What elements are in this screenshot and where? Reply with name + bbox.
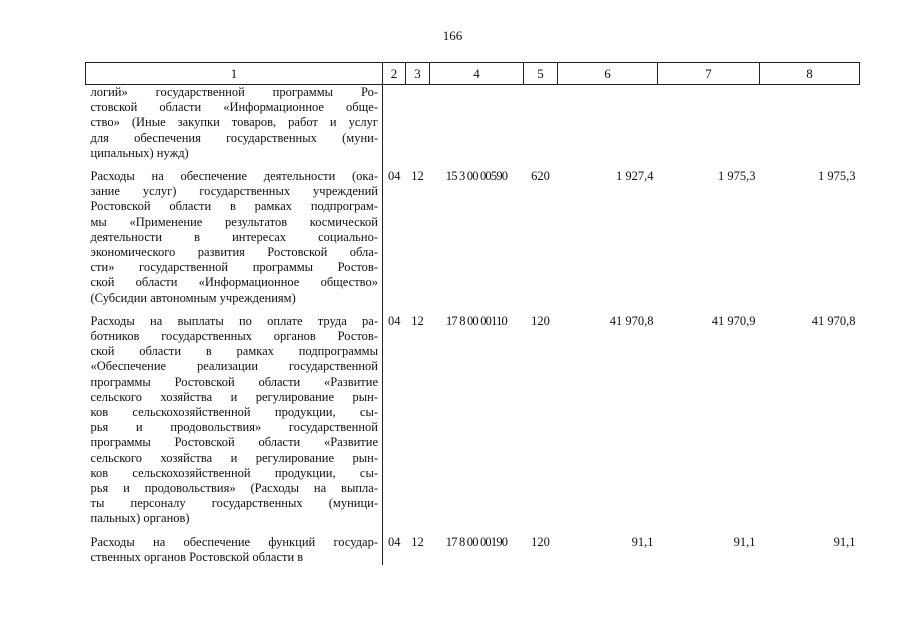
amount-year-2 — [658, 85, 760, 162]
description-line: ков сельскохозяйственной продукции, сы- — [90, 405, 378, 420]
budget-table — [85, 62, 860, 565]
amount-year-1: 41 970,8 — [609, 313, 654, 328]
expense-type-code: 120 — [531, 313, 550, 328]
target-article-code: 17 8 00 00190 — [445, 534, 508, 549]
subsection-code — [406, 85, 430, 162]
description-line: сти» государственной программы Ростов- — [90, 260, 378, 275]
table-body — [86, 85, 860, 566]
amount-year-2: 1 975,3 — [718, 169, 756, 184]
description-line: пальных) органов) — [90, 511, 190, 526]
description-line: Ростовской области в рамках подпрограм- — [90, 199, 378, 214]
page-number: 166 — [442, 28, 463, 43]
description-line: ской области в рамках подпрограммы — [90, 344, 378, 359]
description-line: «Обеспечение реализации государственной — [90, 359, 378, 374]
description-line: (Субсидии автономным учреждениям) — [90, 290, 296, 305]
table-row — [86, 169, 860, 306]
description-line: сельского хозяйства и регулирование рын- — [90, 450, 378, 465]
amount-year-1 — [558, 85, 658, 162]
amount-year-2: 91,1 — [733, 534, 756, 549]
description-line: рья и продовольствия» (Расходы на выпла- — [90, 481, 378, 496]
description-line: мы «Применение результатов космической — [90, 214, 378, 229]
column-header: 3 — [406, 63, 430, 85]
description-line: деятельности в интересах социально- — [90, 229, 378, 244]
description-line: для обеспечения государственных (муни- — [90, 130, 378, 145]
expense-type-code: 620 — [531, 169, 550, 184]
amount-year-3 — [760, 85, 860, 162]
description-line: ственных органов Ростовской области в — [90, 549, 304, 564]
column-header: 8 — [760, 63, 860, 85]
subsection-code: 12 — [411, 534, 424, 549]
column-header: 5 — [524, 63, 558, 85]
expense-description — [86, 169, 383, 306]
amount-year-2: 41 970,9 — [711, 313, 756, 328]
description-line: рья и продовольствия» государственной — [90, 420, 378, 435]
description-line: ципальных) нужд) — [90, 145, 189, 160]
column-header: 4 — [430, 63, 524, 85]
subsection-code: 12 — [411, 169, 424, 184]
column-header: 7 — [658, 63, 760, 85]
description-line: ботников государственных органов Ростов- — [90, 329, 378, 344]
expense-type-code: 120 — [531, 534, 550, 549]
description-line: зание услуг) государственных учреждений — [90, 184, 378, 199]
target-article-code — [430, 85, 524, 162]
column-header: 6 — [558, 63, 658, 85]
row-spacer — [86, 527, 860, 535]
amount-year-1: 1 927,4 — [616, 169, 654, 184]
description-line: Расходы на обеспечение функций государ- — [90, 534, 378, 549]
description-line: программы Ростовской области «Развитие — [90, 374, 378, 389]
amount-year-3: 41 970,8 — [811, 313, 856, 328]
row-spacer — [86, 306, 860, 314]
description-line: ство» (Иные закупки товаров, работ и услуг — [90, 115, 378, 130]
section-code: 04 — [388, 534, 401, 549]
table-row — [86, 85, 860, 162]
table-row — [86, 535, 860, 565]
description-line: ской области «Информационное общество» — [90, 275, 378, 290]
column-header: 2 — [383, 63, 406, 85]
row-spacer — [86, 161, 860, 169]
description-line: сельского хозяйства и регулирование рын- — [90, 389, 378, 404]
subsection-code: 12 — [411, 313, 424, 328]
section-code: 04 — [388, 169, 401, 184]
table-header-row — [86, 63, 860, 85]
description-line: ты персоналу государственных (муници- — [90, 496, 378, 511]
expense-description — [86, 535, 383, 565]
expense-type-code — [524, 85, 558, 162]
section-code — [383, 85, 406, 162]
expense-description — [86, 85, 383, 162]
amount-year-3: 91,1 — [833, 534, 856, 549]
amount-year-3: 1 975,3 — [818, 169, 856, 184]
description-line: ков сельскохозяйственной продукции, сы- — [90, 465, 378, 480]
table-row — [86, 314, 860, 527]
expense-description — [86, 314, 383, 527]
target-article-code: 17 8 00 00110 — [445, 313, 507, 328]
section-code: 04 — [388, 313, 401, 328]
description-line: логий» государственной программы Ро- — [90, 85, 378, 99]
column-header: 1 — [86, 63, 383, 85]
description-line: стовской области «Информационное обще- — [90, 100, 378, 115]
description-line: экономического развития Ростовской обла- — [90, 245, 378, 260]
amount-year-1: 91,1 — [631, 534, 654, 549]
description-line: программы Ростовской области «Развитие — [90, 435, 378, 450]
description-line: Расходы на обеспечение деятельности (ока- — [90, 169, 378, 184]
description-line: Расходы на выплаты по оплате труда ра- — [90, 313, 378, 328]
target-article-code: 15 3 00 00590 — [445, 169, 508, 184]
